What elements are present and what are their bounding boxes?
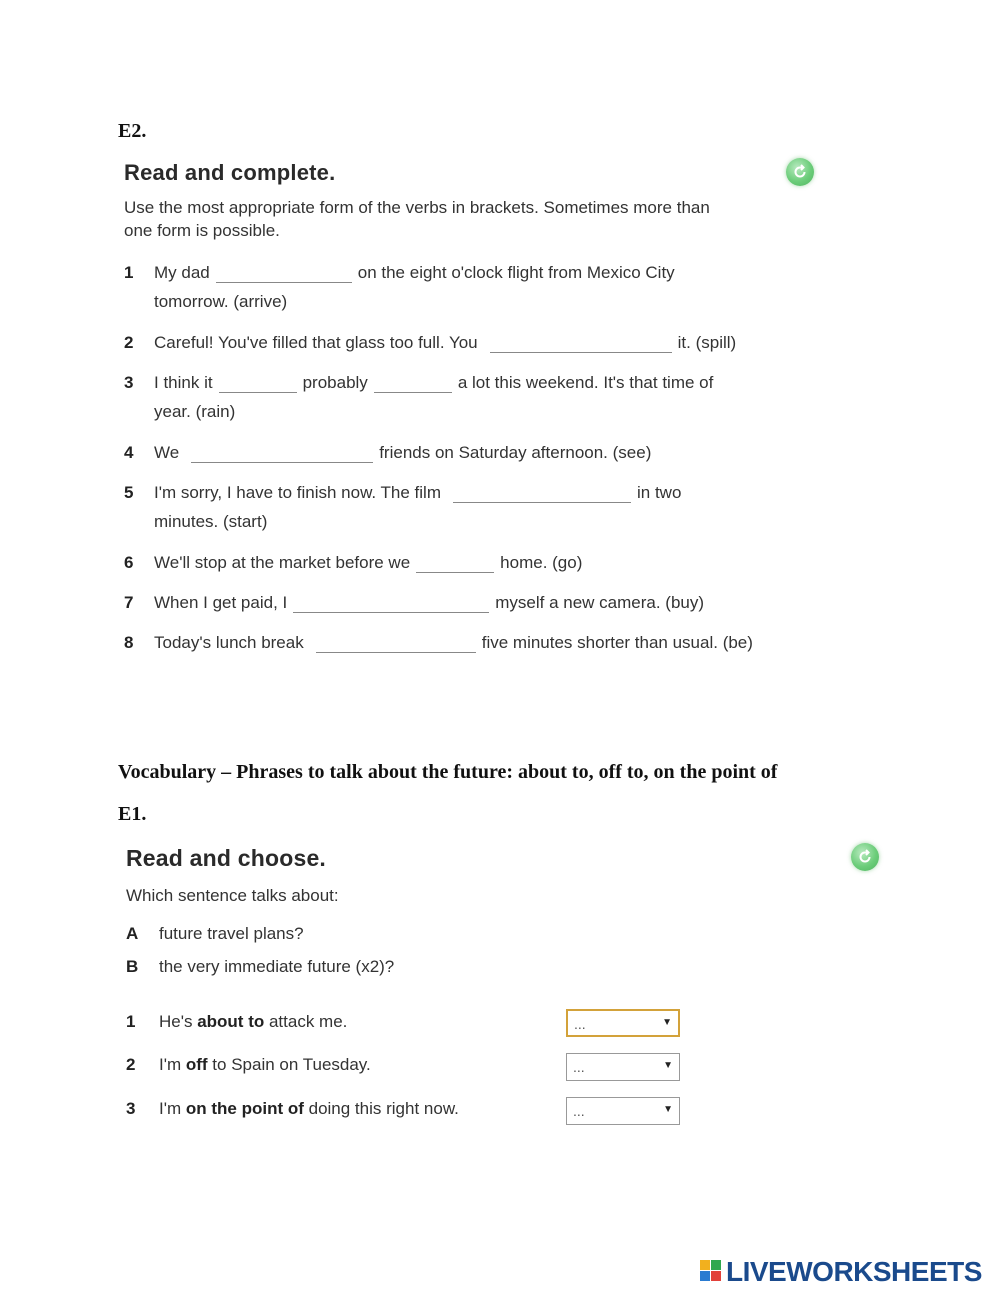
sentence-3 xyxy=(126,1099,459,1119)
answer-select-1[interactable] xyxy=(566,1009,680,1037)
select-value: ... xyxy=(573,1059,585,1075)
sentence-phrase: about to xyxy=(197,1012,265,1031)
item-text: myself a new camera. (buy) xyxy=(495,593,705,612)
sentence-pre: He's xyxy=(159,1012,198,1031)
reset-icon[interactable] xyxy=(851,843,879,871)
sentence-number: 1 xyxy=(126,1012,136,1031)
answer-select-3[interactable] xyxy=(566,1097,680,1125)
item-text: We'll stop at the market before we xyxy=(154,553,411,572)
e2-instruction xyxy=(124,196,710,242)
option-text: the very immediate future (x2)? xyxy=(159,957,395,976)
dropdown-arrow-icon: ▼ xyxy=(662,1017,672,1028)
answer-blank-7[interactable] xyxy=(293,592,489,613)
option-letter: A xyxy=(126,924,139,943)
item-text: it. (spill) xyxy=(677,333,737,352)
answer-blank-2[interactable] xyxy=(490,332,672,353)
e1-heading: Read and choose. xyxy=(126,845,327,871)
item-number: 1 xyxy=(124,263,134,282)
item-text: friends on Saturday afternoon. (see) xyxy=(379,443,652,462)
e2-item-4 xyxy=(124,442,651,463)
item-number: 6 xyxy=(124,553,134,572)
answer-select-2[interactable] xyxy=(566,1053,680,1081)
item-text: We xyxy=(154,443,180,462)
e2-item-5 xyxy=(124,482,681,503)
sentence-pre: I'm xyxy=(159,1099,186,1118)
item-text: When I get paid, I xyxy=(154,593,288,612)
item-number: 8 xyxy=(124,633,134,652)
answer-blank-3a[interactable] xyxy=(219,372,297,393)
sentence-number: 3 xyxy=(126,1099,136,1118)
select-value: ... xyxy=(573,1103,585,1119)
reset-icon[interactable] xyxy=(786,158,814,186)
item-number: 2 xyxy=(124,333,134,352)
sentence-1 xyxy=(126,1012,347,1032)
sentence-phrase: off xyxy=(185,1055,208,1074)
item-text: Today's lunch break xyxy=(154,633,304,652)
answer-blank-8[interactable] xyxy=(316,632,476,653)
item-number: 5 xyxy=(124,483,134,502)
section-label-e2: E2. xyxy=(118,120,147,142)
option-letter: B xyxy=(126,957,139,976)
item-number: 4 xyxy=(124,443,134,462)
option-text: future travel plans? xyxy=(159,924,304,943)
e2-item-1-cont: tomorrow. (arrive) xyxy=(154,292,288,311)
sentence-post: to Spain on Tuesday. xyxy=(207,1055,371,1074)
e2-item-2 xyxy=(124,332,736,353)
sentence-number: 2 xyxy=(126,1055,136,1074)
item-text: five minutes shorter than usual. (be) xyxy=(481,633,753,652)
e2-item-7 xyxy=(124,592,704,613)
vocabulary-title: Vocabulary – Phrases to talk about the future: about to, off to, on the point of xyxy=(118,761,778,783)
dropdown-arrow-icon: ▼ xyxy=(663,1060,673,1071)
e2-item-6 xyxy=(124,552,582,573)
e2-instruction-line1: Use the most appropriate form of the verbs in brackets. Sometimes more than xyxy=(124,198,710,217)
item-text: a lot this weekend. It's that time of xyxy=(457,373,714,392)
option-a xyxy=(126,924,304,944)
item-text: probably xyxy=(302,373,368,392)
answer-blank-1[interactable] xyxy=(216,262,352,283)
sentence-pre: I'm xyxy=(159,1055,186,1074)
item-text: I think it xyxy=(154,373,213,392)
item-text: My dad xyxy=(154,263,210,282)
answer-blank-6[interactable] xyxy=(416,552,494,573)
e1-instruction: Which sentence talks about: xyxy=(126,886,339,905)
item-text: on the eight o'clock flight from Mexico City xyxy=(357,263,675,282)
e2-item-1 xyxy=(124,262,675,283)
item-text: in two xyxy=(637,483,682,502)
sentence-post: attack me. xyxy=(264,1012,348,1031)
sentence-post: doing this right now. xyxy=(303,1099,459,1118)
logo-text: LIVEWORKSHEETS xyxy=(726,1256,982,1287)
answer-blank-4[interactable] xyxy=(191,442,373,463)
section-label-e1: E1. xyxy=(118,803,147,825)
item-number: 7 xyxy=(124,593,134,612)
e2-item-5-cont: minutes. (start) xyxy=(154,512,268,531)
item-text: Careful! You've filled that glass too full. You xyxy=(154,333,478,352)
e2-item-3-cont: year. (rain) xyxy=(154,402,236,421)
sentence-2 xyxy=(126,1055,371,1075)
item-text: I'm sorry, I have to finish now. The film xyxy=(154,483,441,502)
answer-blank-3b[interactable] xyxy=(374,372,452,393)
e2-item-3 xyxy=(124,372,713,393)
item-number: 3 xyxy=(124,373,134,392)
e2-item-8 xyxy=(124,632,753,653)
select-value: ... xyxy=(574,1016,586,1032)
option-b xyxy=(126,957,394,977)
item-text: home. (go) xyxy=(500,553,583,572)
logo-blocks-icon xyxy=(700,1260,722,1282)
sentence-phrase: on the point of xyxy=(185,1099,304,1118)
e2-heading: Read and complete. xyxy=(124,160,336,185)
answer-blank-5[interactable] xyxy=(453,482,631,503)
dropdown-arrow-icon: ▼ xyxy=(663,1104,673,1115)
e2-instruction-line2: one form is possible. xyxy=(124,221,280,240)
